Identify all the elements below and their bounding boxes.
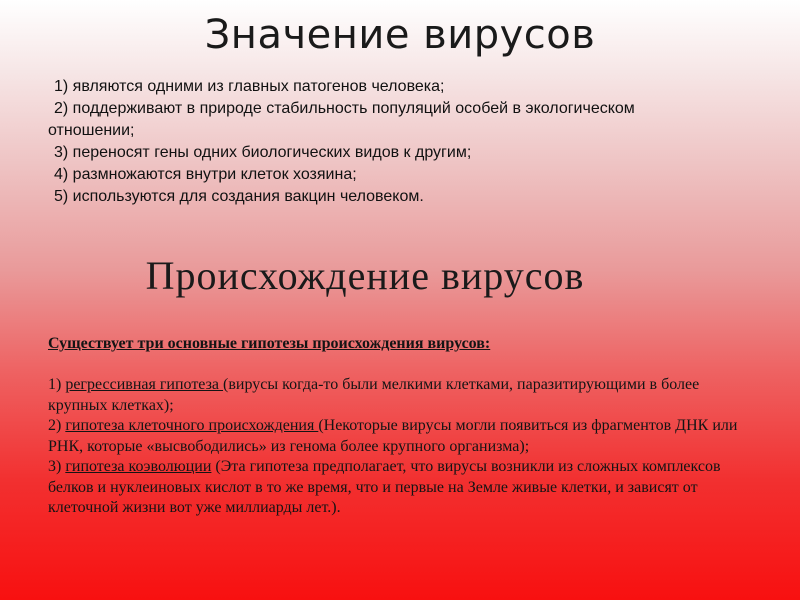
origin-intro: Существует три основные гипотезы происхождения вирусов:	[48, 335, 491, 352]
hypothesis-name: гипотеза коэволюции	[65, 458, 212, 475]
hypothesis-3	[48, 457, 758, 519]
hypothesis-name: регрессивная гипотеза	[65, 376, 224, 393]
hypothesis-1	[48, 375, 758, 416]
origin-title: Происхождение вирусов	[145, 253, 585, 298]
hypothesis-2	[48, 416, 758, 457]
hypothesis-description: (вирусы когда-то были мелкими клетками, паразитирующими в более крупных клетках);	[48, 376, 700, 414]
hypothesis-name: гипотеза клеточного происхождения	[65, 417, 319, 434]
hypothesis-number: 2)	[48, 417, 66, 434]
origin-section	[48, 334, 758, 519]
significance-list	[48, 76, 688, 208]
slide-title: Значение вирусов	[204, 12, 596, 58]
hypothesis-description: (Некоторые вирусы могли появиться из фрагментов ДНК или РНК, которые «высвободились» из генома более крупного организма);	[48, 417, 738, 455]
significance-item-5: 5) используются для создания вакцин человеком.	[54, 188, 424, 205]
hypothesis-description: (Эта гипотеза предполагает, что вирусы возникли из сложных комплексов белков и нуклеиновых кислот в то же время, что и первые на Земле живые клетки, и зависят от клеточной жизни вот уже миллиарды лет.).	[48, 458, 721, 516]
hypothesis-number: 3)	[48, 458, 66, 475]
significance-item-2: 2) поддерживают в природе стабильность популяций особей в экологическом отношении;	[48, 100, 635, 139]
hypothesis-number: 1)	[48, 376, 66, 393]
significance-item-3: 3) переносят гены одних биологических видов к другим;	[54, 144, 472, 161]
spacer	[48, 355, 758, 376]
significance-item-1: 1) являются одними из главных патогенов человека;	[54, 78, 445, 95]
significance-item-4: 4) размножаются внутри клеток хозяина;	[54, 166, 357, 183]
